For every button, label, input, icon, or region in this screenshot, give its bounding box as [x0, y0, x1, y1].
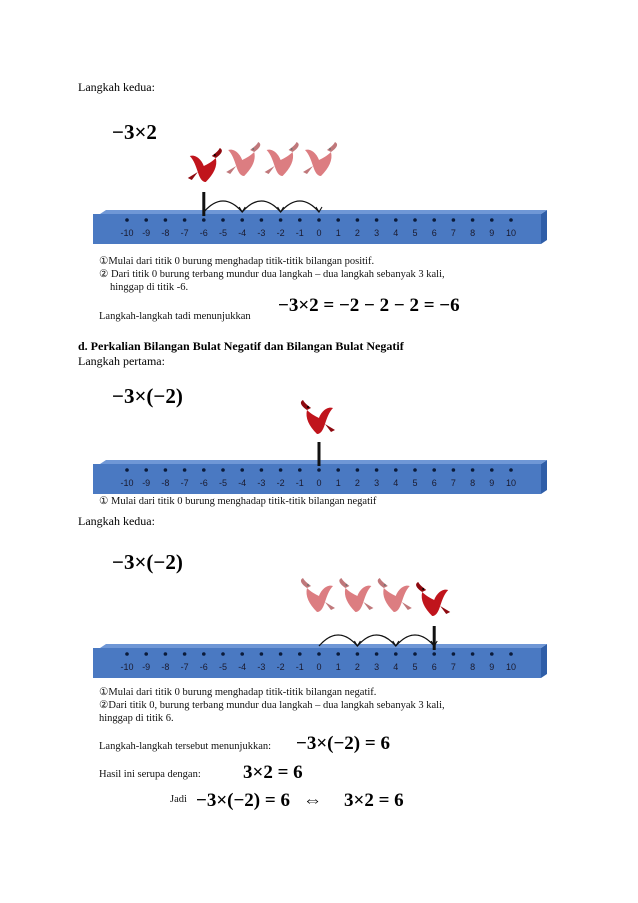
- number-line-dot: [413, 652, 417, 656]
- number-line-label: 4: [393, 662, 399, 672]
- number-line-label: 0: [316, 478, 322, 488]
- number-line-label: 6: [431, 478, 437, 488]
- fig1-expression: −3×2: [112, 120, 157, 144]
- number-line-dot: [375, 652, 379, 656]
- number-line-dot: [336, 652, 340, 656]
- number-line-label: 10: [505, 662, 517, 672]
- fig3-conclusion-label: Jadi: [170, 794, 187, 805]
- number-line-label: -7: [180, 662, 189, 672]
- number-line-side: [541, 644, 547, 678]
- fig2-expression: −3×(−2): [112, 384, 183, 408]
- number-line-label: 0: [316, 662, 322, 672]
- number-line-label: 5: [412, 478, 418, 488]
- number-line-label: -7: [180, 228, 189, 238]
- number-line-dot: [490, 652, 494, 656]
- number-line-label: -6: [199, 228, 208, 238]
- number-line-dot: [298, 652, 302, 656]
- number-line-label: -3: [257, 228, 266, 238]
- number-line-label: -9: [142, 478, 151, 488]
- number-line-label: 3: [374, 478, 380, 488]
- number-line-label: 2: [354, 228, 360, 238]
- number-line-label: 4: [393, 478, 399, 488]
- number-line-label: -10: [120, 478, 134, 488]
- fig1-note-2: ② Dari titik 0 burung terbang mundur dua langkah – dua langkah sebanyak 3 kali,: [99, 269, 445, 280]
- number-line-dot: [452, 652, 456, 656]
- number-line-label: -5: [218, 662, 228, 672]
- fig3-similar-label: Hasil ini serupa dengan:: [99, 769, 201, 780]
- fig3-conclusion-symbol: ⇔: [303, 790, 322, 811]
- fig3-note-2: ②Dari titik 0, burung terbang mundur dua langkah – dua langkah sebanyak 3 kali,: [99, 700, 445, 711]
- fig3-result-label: Langkah-langkah tersebut menunjukkan:: [99, 741, 272, 752]
- number-line-label: -10: [120, 228, 134, 238]
- number-line-label: -10: [120, 662, 134, 672]
- number-line-label: 1: [335, 478, 341, 488]
- bird-icon: [416, 582, 450, 616]
- number-line-label: 10: [505, 478, 517, 488]
- section-heading: d. Perkalian Bilangan Bulat Negatif dan Bilangan Bulat Negatif: [78, 339, 404, 353]
- langkah-kedua-label-2: Langkah kedua:: [78, 514, 155, 528]
- number-line-label: -2: [276, 662, 285, 672]
- number-line-label: 6: [431, 228, 437, 238]
- fig2-note-1: ① Mulai dari titik 0 burung menghadap titik-titik bilangan negatif: [99, 496, 377, 507]
- number-line-dot: [183, 652, 187, 656]
- number-line-label: -3: [257, 478, 266, 488]
- langkah-kedua-label-1: Langkah kedua:: [78, 80, 155, 94]
- number-line-dot: [164, 652, 168, 656]
- number-line-dot: [432, 652, 436, 656]
- number-line-label: 8: [470, 478, 476, 488]
- number-line-label: -8: [161, 228, 170, 238]
- number-line-dot: [260, 652, 264, 656]
- fig1-result-label: Langkah-langkah tadi menunjukkan: [99, 311, 251, 322]
- number-line-label: -9: [142, 662, 151, 672]
- number-line-label: 5: [412, 228, 418, 238]
- number-line-label: 7: [450, 478, 456, 488]
- number-line-top: [100, 644, 547, 648]
- langkah-pertama-label: Langkah pertama:: [78, 354, 165, 368]
- number-line-dot: [125, 652, 129, 656]
- number-line-label: -5: [218, 228, 228, 238]
- number-line-label: -6: [199, 662, 208, 672]
- number-line-label: 1: [335, 662, 341, 672]
- number-line-dot: [471, 652, 475, 656]
- number-line-label: 8: [470, 228, 476, 238]
- number-line-dot: [221, 652, 225, 656]
- number-line-label: 7: [450, 662, 456, 672]
- number-line-label: -6: [199, 478, 208, 488]
- fig3-similar-equation: 3×2 = 6: [243, 762, 303, 783]
- bird-icon: [378, 578, 412, 612]
- number-line-label: 10: [505, 228, 517, 238]
- number-line-dot: [394, 652, 398, 656]
- fig1-result-equation: −3×2 = −2 − 2 − 2 = −6: [278, 295, 460, 316]
- number-line-label: 7: [450, 228, 456, 238]
- number-line-label: 5: [412, 662, 418, 672]
- number-line-label: 3: [374, 662, 380, 672]
- number-line-dot: [317, 652, 321, 656]
- number-line-dot: [509, 652, 513, 656]
- fig1-note-1: ①Mulai dari titik 0 burung menghadap titik-titik bilangan positif.: [99, 256, 375, 267]
- number-line-label: -9: [142, 228, 151, 238]
- number-line-label: 3: [374, 228, 380, 238]
- fig3-note-3: hinggap di titik 6.: [99, 713, 174, 724]
- number-line-label: 2: [354, 478, 360, 488]
- fig1-note-3: hinggap di titik -6.: [110, 282, 189, 293]
- number-line-label: 2: [354, 662, 360, 672]
- number-line-label: 9: [489, 662, 495, 672]
- number-line-label: 6: [431, 662, 437, 672]
- number-line-label: -1: [295, 662, 304, 672]
- number-line-label: -7: [180, 478, 189, 488]
- number-line-label: 4: [393, 228, 399, 238]
- bird-icon: [339, 578, 373, 612]
- number-line-label: -8: [161, 478, 170, 488]
- number-line-label: 9: [489, 478, 495, 488]
- number-line-label: -1: [295, 478, 304, 488]
- number-line-label: -4: [238, 228, 247, 238]
- number-line-dot: [240, 652, 244, 656]
- number-line-label: -2: [276, 228, 285, 238]
- number-line-label: -5: [218, 478, 228, 488]
- number-line-label: -2: [276, 478, 285, 488]
- number-line-label: 1: [335, 228, 341, 238]
- fig3-expression: −3×(−2): [112, 550, 183, 574]
- number-line-dot: [202, 652, 206, 656]
- fig3-result-equation: −3×(−2) = 6: [296, 733, 390, 754]
- number-line-label: -8: [161, 662, 170, 672]
- number-line-dot: [279, 652, 283, 656]
- number-line-label: -4: [238, 478, 247, 488]
- fig3-conclusion-right: 3×2 = 6: [344, 790, 404, 811]
- bird-icon: [301, 578, 335, 612]
- number-line-dot: [356, 652, 360, 656]
- number-line-label: -3: [257, 662, 266, 672]
- number-line-label: 0: [316, 228, 322, 238]
- fig3-note-1: ①Mulai dari titik 0 burung menghadap titik-titik bilangan negatif.: [99, 687, 377, 698]
- number-line-label: -4: [238, 662, 247, 672]
- number-line-label: 8: [470, 662, 476, 672]
- number-line-dot: [144, 652, 148, 656]
- number-line-label: 9: [489, 228, 495, 238]
- number-line-label: -1: [295, 228, 304, 238]
- fig3-conclusion-left: −3×(−2) = 6: [196, 790, 290, 811]
